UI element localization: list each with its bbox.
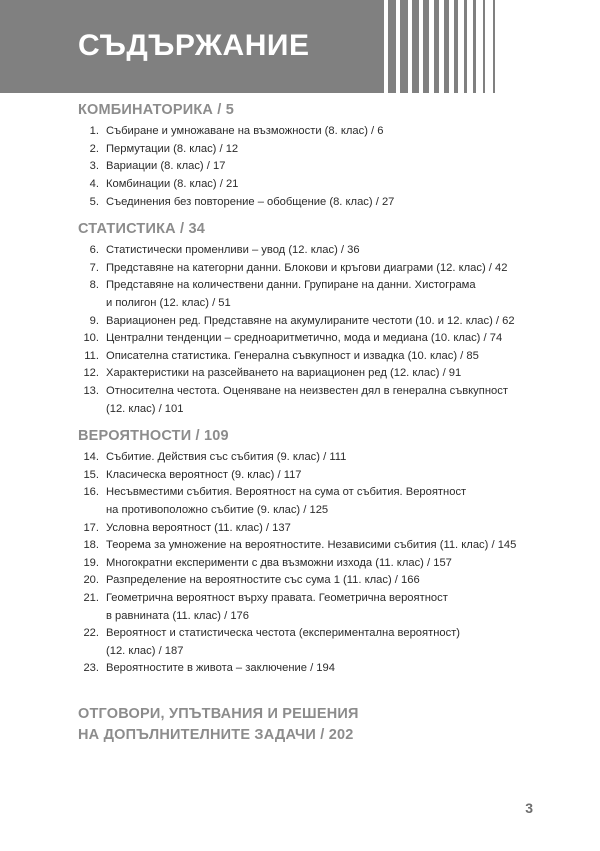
toc-entry[interactable] — [78, 330, 548, 348]
toc-entry[interactable] — [78, 484, 548, 519]
toc-entry-line: Комбинации (8. клас) / 21 — [106, 177, 239, 190]
header-banner — [0, 0, 600, 93]
header-stripe — [423, 0, 429, 93]
section-heading: ВЕРОЯТНОСТИ / 109 — [78, 428, 229, 445]
toc-entry-number: 21. — [83, 592, 99, 605]
toc-entry-title — [106, 484, 548, 519]
toc-entry[interactable] — [78, 242, 548, 260]
toc-entry[interactable] — [78, 590, 548, 625]
header-stripe — [454, 0, 458, 93]
toc-entry-number: 12. — [83, 367, 99, 380]
toc-entry-line: Представяне на количествени данни. Групиране на данни. Хистограма — [106, 279, 476, 292]
toc-entry-line: Вероятностите в живота – заключение / 194 — [106, 662, 335, 675]
toc-list — [78, 242, 548, 418]
toc-entry-title — [106, 537, 548, 555]
toc-entry-line: и полигон (12. клас) / 51 — [106, 297, 231, 309]
toc-entry-title — [106, 141, 548, 159]
toc-entry-line: Представяне на категорни данни. Блокови и кръгови диаграми (12. клас) / 42 — [106, 261, 508, 274]
toc-entry-title — [106, 277, 548, 312]
toc-entry-line: Теорема за умножение на вероятностите. Независими събития (11. клас) / 145 — [106, 539, 517, 552]
toc-entry-line: Характеристики на разсейването на вариационен ред (12. клас) / 91 — [106, 367, 462, 380]
header-stripe — [412, 0, 419, 93]
toc-entry[interactable] — [78, 383, 548, 418]
toc-entry-title — [106, 383, 548, 418]
toc-entry[interactable] — [78, 555, 548, 573]
toc-section — [78, 101, 548, 211]
toc-entry[interactable] — [78, 537, 548, 555]
toc-sections — [78, 101, 548, 678]
toc-entry-title — [106, 590, 548, 625]
toc-entry-title — [106, 330, 548, 348]
toc-entry[interactable] — [78, 158, 548, 176]
toc-entry-number: 23. — [83, 662, 99, 675]
toc-entry-number: 10. — [83, 332, 99, 345]
toc-entry-title — [106, 555, 548, 573]
toc-entry-title — [106, 313, 548, 331]
header-stripe — [434, 0, 439, 93]
toc-entry-line: Пермутации (8. клас) / 12 — [106, 142, 239, 155]
header-stripe — [464, 0, 467, 93]
header-stripe — [444, 0, 449, 93]
toc-entry-number: 5. — [89, 195, 99, 208]
toc-entry[interactable] — [78, 313, 548, 331]
toc-entry[interactable] — [78, 572, 548, 590]
toc-entry-title — [106, 520, 548, 538]
toc-entry-number: 17. — [83, 521, 99, 534]
toc-entry-number: 22. — [83, 627, 99, 640]
toc-entry-line: Относителна честота. Оценяване на неизвестен дял в генерална съвкупност — [106, 384, 508, 397]
page-title: СЪДЪРЖАНИЕ — [78, 29, 310, 62]
toc-entry[interactable] — [78, 449, 548, 467]
toc-entry-line: Вероятност и статистическа честота (експериментална вероятност) — [106, 627, 461, 640]
toc-entry[interactable] — [78, 123, 548, 141]
toc-entry-line: Събиране и умножаване на възможности (8. клас) / 6 — [106, 125, 384, 138]
toc-entry[interactable] — [78, 660, 548, 678]
header-stripe — [493, 0, 495, 93]
toc-entry[interactable] — [78, 194, 548, 212]
header-stripe — [483, 0, 485, 93]
toc-entry-title — [106, 158, 548, 176]
toc-entry-title — [106, 449, 548, 467]
toc-entry-number: 7. — [89, 261, 99, 274]
toc-entry-line: (12. клас) / 101 — [106, 402, 184, 415]
toc-entry-title — [106, 242, 548, 260]
toc-entry[interactable] — [78, 520, 548, 538]
header-stripe — [375, 0, 384, 93]
header-stripe — [388, 0, 396, 93]
toc-entry-number: 13. — [83, 384, 99, 397]
toc-entry-number: 4. — [89, 177, 99, 190]
toc-entry-title — [106, 467, 548, 485]
toc-entry-title — [106, 123, 548, 141]
toc-entry-line: Условна вероятност (11. клас) / 137 — [106, 521, 291, 534]
answers-line-2: НА ДОПЪЛНИТЕЛНИТЕ ЗАДАЧИ / 202 — [78, 727, 354, 744]
toc-entry-title — [106, 365, 548, 383]
toc-entry-line: Статистически променливи – увод (12. клас) / 36 — [106, 244, 360, 257]
toc-entry-line: Вариации (8. клас) / 17 — [106, 160, 226, 173]
header-stripe — [400, 0, 408, 93]
toc-entry[interactable] — [78, 348, 548, 366]
page-number: 3 — [525, 800, 533, 816]
toc-entry[interactable] — [78, 365, 548, 383]
toc-entry-number: 14. — [83, 451, 99, 464]
toc-entry-title — [106, 625, 548, 660]
toc-entry-title — [106, 348, 548, 366]
toc-entry[interactable] — [78, 176, 548, 194]
answers-line-1: ОТГОВОРИ, УПЪТВАНИЯ И РЕШЕНИЯ — [78, 706, 359, 722]
toc-entry-line: Несъвместими събития. Вероятност на сума от събития. Вероятност — [106, 486, 467, 499]
toc-entry-line: (12. клас) / 187 — [106, 644, 184, 657]
header-stripe — [473, 0, 476, 93]
toc-entry-line: Многократни експерименти с два възможни изхода (11. клас) / 157 — [106, 556, 452, 569]
toc-entry-line: Разпределение на вероятностите със сума 1 (11. клас) / 166 — [106, 574, 420, 587]
toc-entry-line: Геометрична вероятност върху правата. Геометрична вероятност — [106, 592, 448, 605]
toc-entry-line: Описателна статистика. Генерална съвкупност и извадка (10. клас) / 85 — [106, 349, 479, 362]
toc-entry[interactable] — [78, 141, 548, 159]
toc-entry[interactable] — [78, 467, 548, 485]
toc-entry[interactable] — [78, 277, 548, 312]
toc-entry-line: в равнината (11. клас) / 176 — [106, 609, 249, 622]
toc-entry-number: 20. — [83, 574, 99, 587]
toc-entry-number: 1. — [89, 125, 99, 138]
toc-entry[interactable] — [78, 260, 548, 278]
toc-entry-number: 6. — [89, 244, 99, 257]
toc-entry-title — [106, 194, 548, 212]
toc-entry-line: Съединения без повторение – обобщение (8. клас) / 27 — [106, 195, 395, 208]
toc-entry-number: 2. — [89, 142, 99, 155]
toc-entry-title — [106, 572, 548, 590]
toc-list — [78, 123, 548, 211]
toc-entry-line: Вариационен ред. Представяне на акумулираните честоти (10. и 12. клас) / 62 — [106, 314, 515, 327]
section-heading: КОМБИНАТОРИКА / 5 — [78, 102, 235, 118]
toc-entry-line: Централни тенденции – средноаритметично, мода и медиана (10. клас) / 74 — [106, 332, 503, 345]
toc-section — [78, 220, 548, 418]
toc-entry-number: 18. — [83, 539, 99, 552]
toc-entry-title — [106, 176, 548, 194]
toc-entry-number: 9. — [89, 314, 99, 327]
toc-entry-line: Събитие. Действия със събития (9. клас) / 111 — [106, 451, 347, 464]
answers-section — [78, 704, 548, 746]
toc-entry-line: Класическа вероятност (9. клас) / 117 — [106, 468, 302, 481]
toc-entry-line: на противоположно събитие (9. клас) / 125 — [106, 504, 329, 517]
toc-entry-title — [106, 260, 548, 278]
toc-entry-number: 11. — [84, 349, 99, 362]
toc-list — [78, 449, 548, 678]
toc-entry-number: 15. — [83, 468, 99, 481]
toc-entry-title — [106, 660, 548, 678]
toc-entry-number: 16. — [83, 486, 99, 499]
toc-entry-number: 8. — [89, 279, 99, 292]
section-heading: СТАТИСТИКА / 34 — [78, 221, 206, 238]
toc-entry[interactable] — [78, 625, 548, 660]
toc-content — [78, 101, 548, 746]
header-stripe-pattern — [375, 0, 525, 93]
toc-entry-number: 19. — [83, 556, 99, 569]
toc-entry-number: 3. — [89, 160, 99, 173]
toc-section — [78, 427, 548, 678]
